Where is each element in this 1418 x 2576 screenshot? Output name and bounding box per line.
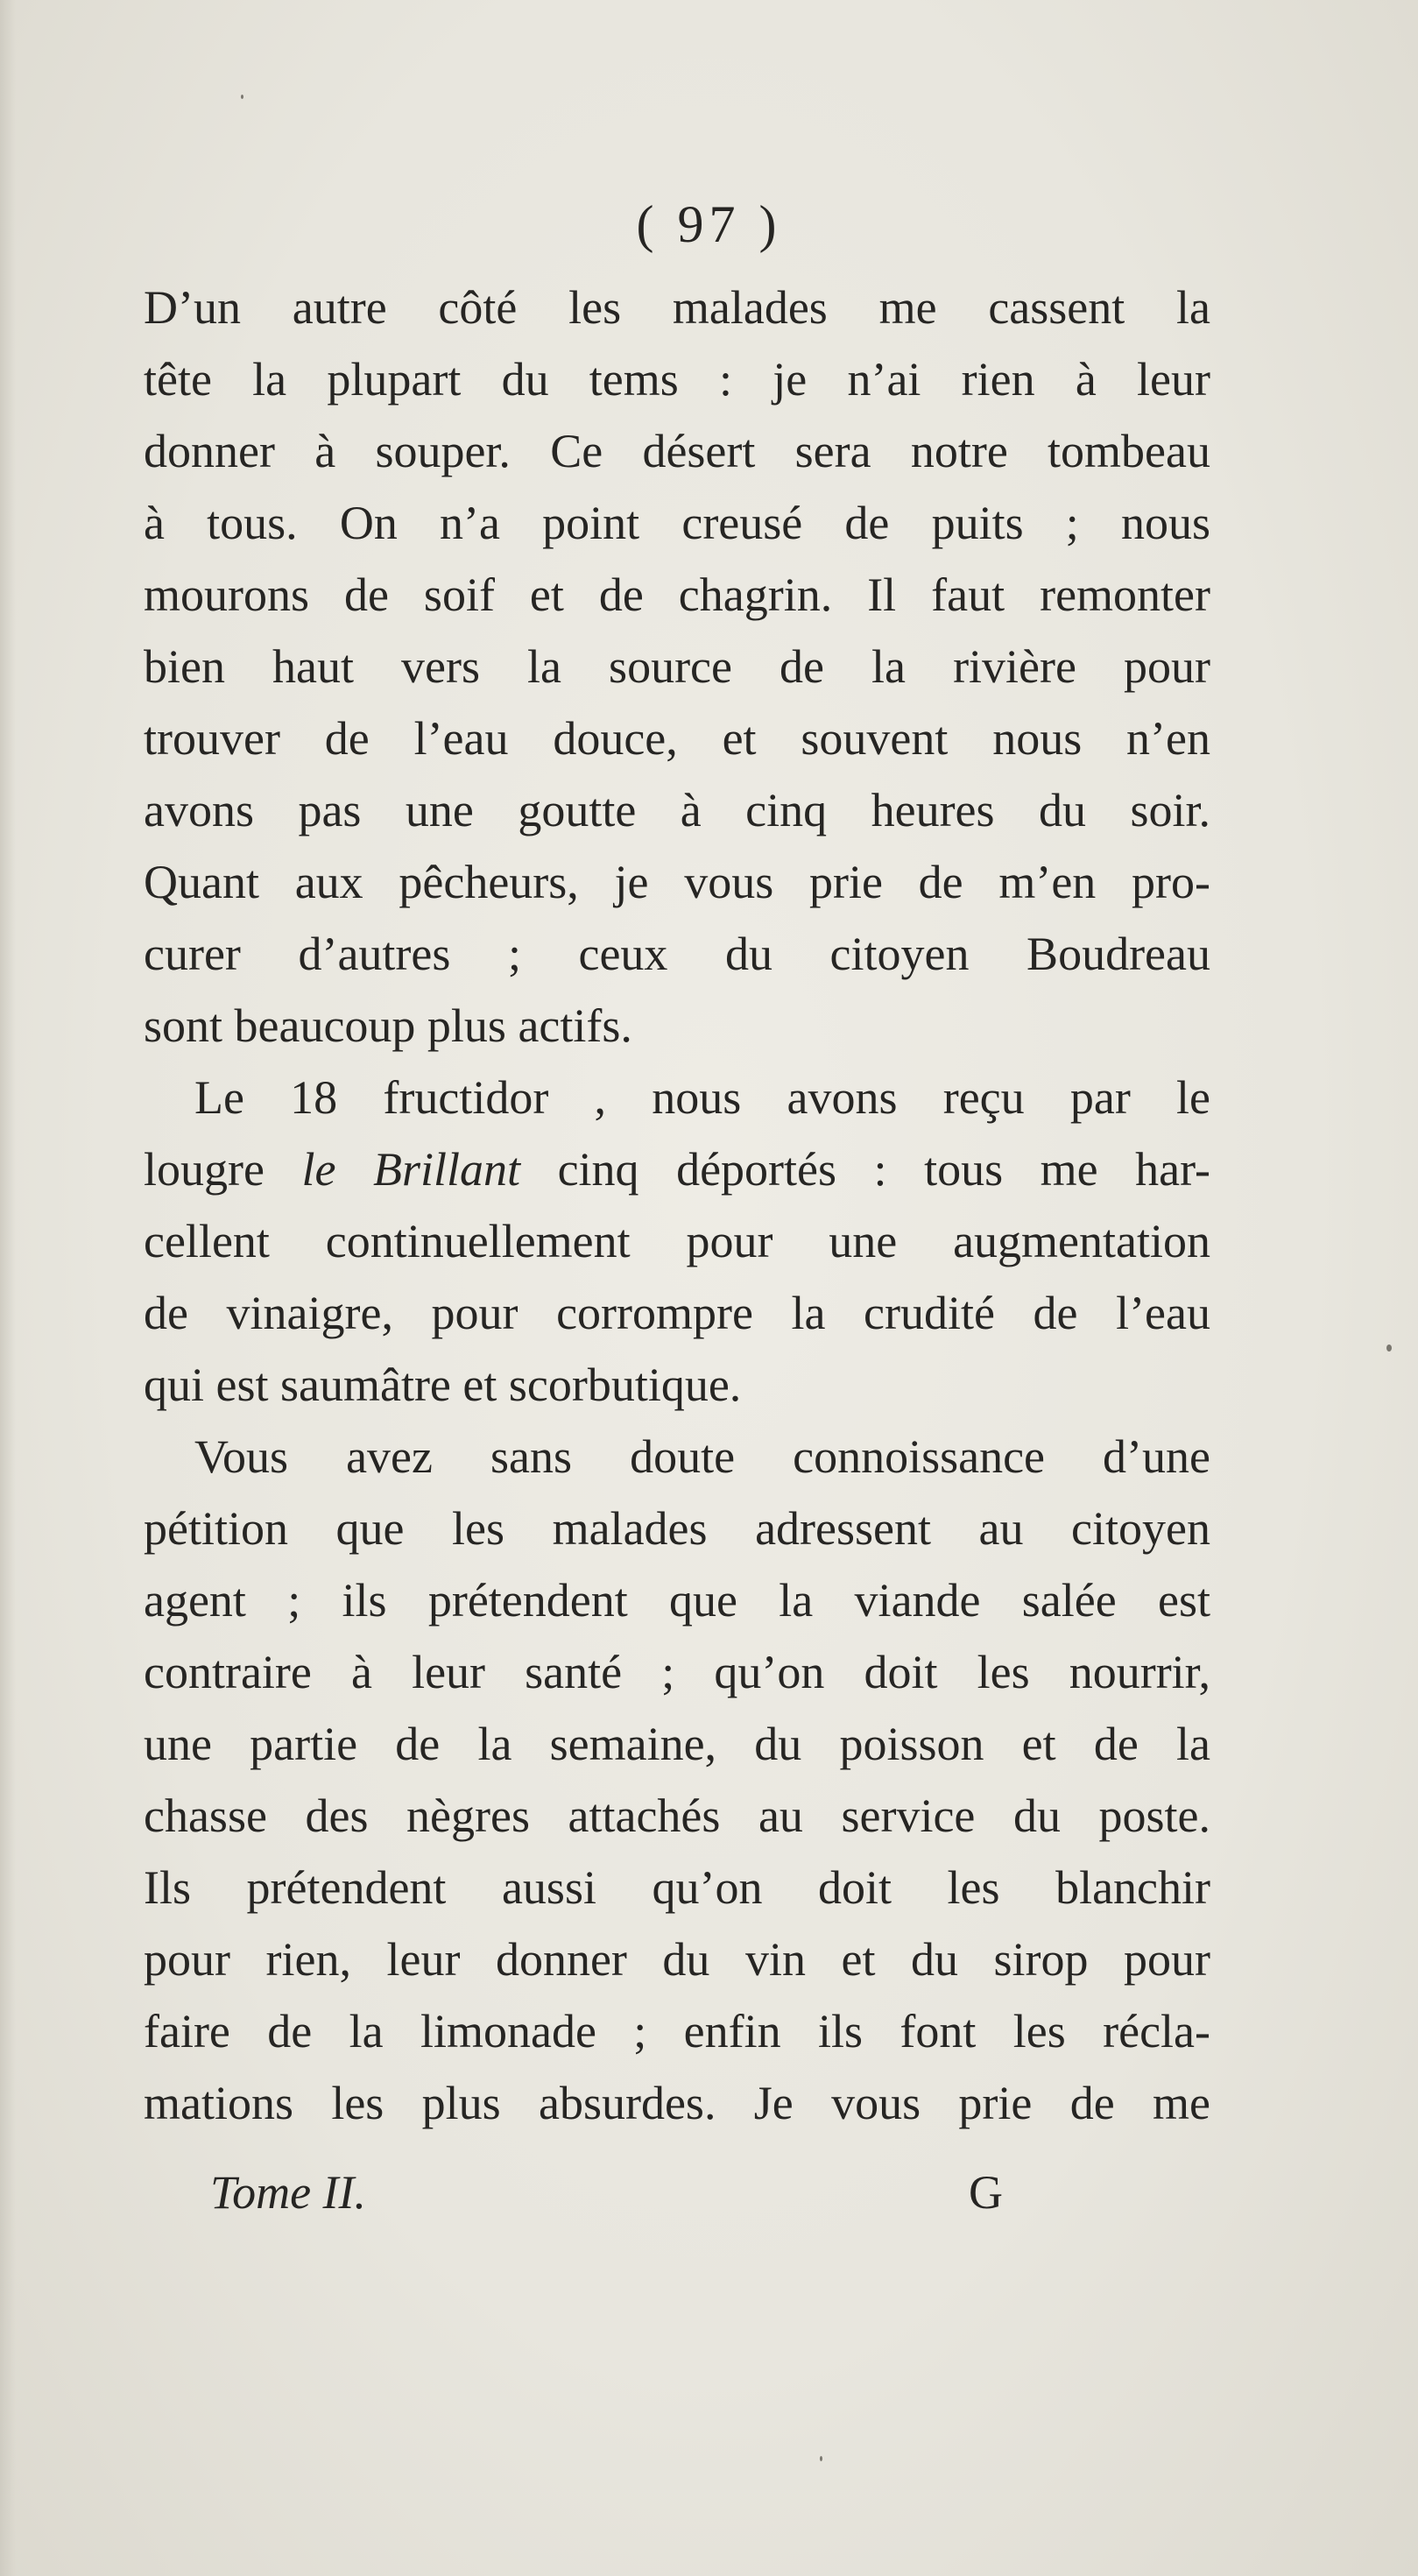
text-line: de vinaigre, pour corrompre la crudité de l’eau: [144, 1287, 1210, 1339]
text-line-with-italic: [144, 1133, 1210, 1205]
text-line: faire de la limonade ; enfin ils font les récla-: [144, 2005, 1210, 2057]
text-line: Le 18 fructidor , nous avons reçu par le: [194, 1071, 1210, 1124]
text-line: une partie de la semaine, du poisson et de la: [144, 1718, 1210, 1770]
volume-label: Tome II.: [210, 2166, 367, 2219]
text-line: pétition que les malades adressent au citoyen: [144, 1502, 1210, 1555]
text-line: Vous avez sans doute connoissance d’une: [194, 1430, 1210, 1483]
paper-speck: [241, 95, 243, 99]
text-line: tête la plupart du tems : je n’ai rien à leur: [144, 353, 1210, 406]
page-edge-shadow: [0, 0, 16, 2576]
text-line: à tous. On n’a point creusé de puits ; nous: [144, 497, 1210, 549]
text-line: bien haut vers la source de la rivière pour: [144, 640, 1210, 693]
paper-speck: [820, 2456, 822, 2461]
text-segment: cinq déportés : tous me har-: [520, 1143, 1211, 1196]
text-segment: lougre: [144, 1143, 302, 1196]
paper-speck: [1386, 1344, 1392, 1352]
page-footer: [210, 2156, 1003, 2228]
body-text: [144, 272, 1210, 2139]
text-line: agent ; ils prétendent que la viande salée est: [144, 1574, 1210, 1627]
signature-mark: G: [969, 2166, 1003, 2219]
page-number: ( 97 ): [636, 195, 782, 253]
text-line: Quant aux pêcheurs, je vous prie de m’en pro-: [144, 856, 1210, 908]
text-line: sont beaucoup plus actifs.: [144, 999, 632, 1052]
text-line: cellent continuellement pour une augmentation: [144, 1215, 1210, 1267]
text-line: donner à souper. Ce désert sera notre tombeau: [144, 425, 1210, 477]
ship-name: le Brillant: [301, 1143, 521, 1196]
text-line: qui est saumâtre et scorbutique.: [144, 1359, 742, 1411]
text-line: D’un autre côté les malades me cassent la: [144, 281, 1210, 334]
text-line: trouver de l’eau douce, et souvent nous n’en: [144, 712, 1210, 765]
text-line: mations les plus absurdes. Je vous prie de me: [144, 2077, 1210, 2129]
text-line: Ils prétendent aussi qu’on doit les blanchir: [144, 1861, 1210, 1914]
text-line: pour rien, leur donner du vin et du sirop pour: [144, 1933, 1210, 1986]
text-line: mourons de soif et de chagrin. Il faut remonter: [144, 568, 1210, 621]
text-line: avons pas une goutte à cinq heures du soir.: [144, 784, 1210, 836]
text-line: contraire à leur santé ; qu’on doit les nourrir,: [144, 1646, 1210, 1698]
text-line: chasse des nègres attachés au service du poste.: [144, 1789, 1210, 1842]
text-line: curer d’autres ; ceux du citoyen Boudreau: [144, 928, 1210, 980]
